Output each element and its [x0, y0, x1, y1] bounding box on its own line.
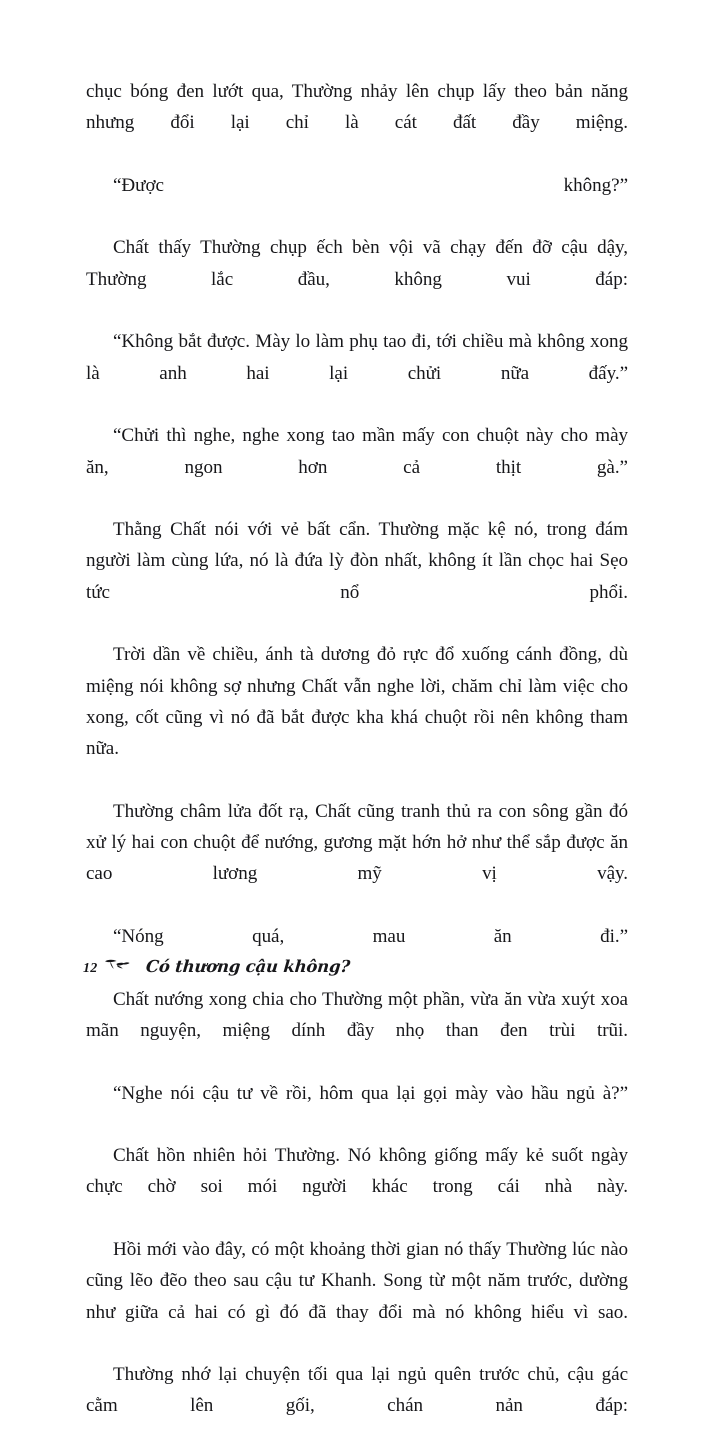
paragraph: Chất nướng xong chia cho Thường một phần, vừa ăn vừa xuýt xoa mãn nguyện, miệng dính đầy nhọ than đen trùi trũi.	[86, 988, 628, 1041]
book-title: Có thương cậu không?	[145, 957, 352, 976]
paragraph: Thường châm lửa đốt rạ, Chất cũng tranh thủ ra con sông gần đó xử lý hai con chuột để nướng, gương mặt hớn hở như thể sắp được ăn cao lương mỹ vị vậy.	[86, 800, 628, 885]
paragraph: Trời dần về chiều, ánh tà dương đỏ rực đổ xuống cánh đồng, dù miệng nói không sợ nhưng Chất vẫn nghe lời, chăm chỉ làm việc cho xong, cốt cũng vì nó đã bắt được kha khá chuột rồi nên không tham nữa.	[86, 644, 628, 760]
paragraph: Thằng Chất nói với vẻ bất cẩn. Thường mặc kệ nó, trong đám người làm cùng lứa, nó là đứa lỳ đòn nhất, không ít lần chọc hai Sẹo tức nổ phổi.	[86, 519, 628, 603]
page-text-block	[86, 76, 628, 1453]
paragraph: “Nóng quá, mau ăn đi.”	[113, 926, 628, 948]
flourish-ornament	[104, 958, 130, 973]
paragraph: “Chửi thì nghe, nghe xong tao mần mấy con chuột này cho mày ăn, ngon hơn cả thịt gà.”	[86, 425, 628, 478]
paragraph: Thường nhớ lại chuyện tối qua lại ngủ quên trước chủ, cậu gác cằm lên gối, chán nản đáp:	[86, 1364, 628, 1417]
page-number: 12	[83, 961, 98, 976]
paragraph: “Được không?”	[113, 174, 628, 196]
paragraph: Chất thấy Thường chụp ếch bèn vội vã chạy đến đỡ cậu dậy, Thường lắc đầu, không vui đáp:	[86, 237, 628, 290]
paragraph: Chất hồn nhiên hỏi Thường. Nó không giống mấy kẻ suốt ngày chực chờ soi mói người khác trong cái nhà này.	[86, 1145, 628, 1198]
paragraph: “Không bắt được. Mày lo làm phụ tao đi, tới chiều mà không xong là anh hai lại chửi nữa đấy.”	[86, 331, 628, 384]
page-footer	[83, 957, 350, 977]
paragraph: Hồi mới vào đây, có một khoảng thời gian nó thấy Thường lúc nào cũng lẽo đẽo theo sau cậu tư Khanh. Song từ một năm trước, dường như giữa cả hai có gì đó đã thay đổi mà nó không hiểu vì sao.	[86, 1238, 628, 1323]
paragraph: chục bóng đen lướt qua, Thường nhảy lên chụp lấy theo bản năng nhưng đổi lại chỉ là cát đất đầy miệng.	[86, 81, 628, 134]
paragraph: “Nghe nói cậu tư về rồi, hôm qua lại gọi mày vào hầu ngủ à?”	[113, 1082, 628, 1104]
